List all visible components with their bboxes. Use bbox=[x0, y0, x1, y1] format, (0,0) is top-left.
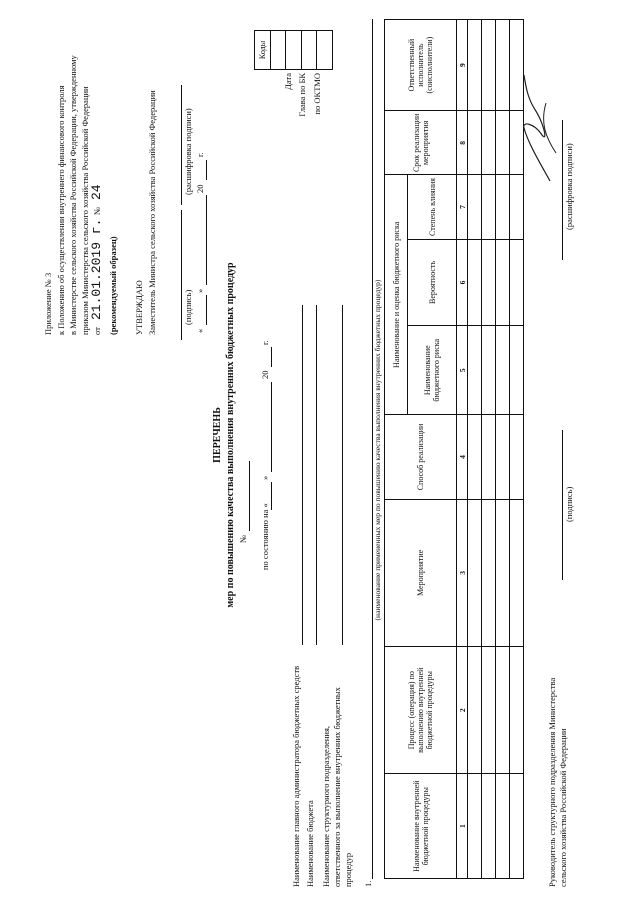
table-cell[interactable] bbox=[510, 774, 524, 879]
table-row bbox=[468, 20, 482, 879]
table-cell[interactable] bbox=[496, 415, 510, 499]
footer-head-line-2: сельского хозяйства Российской Федерации bbox=[558, 728, 568, 887]
approval-year-prefix: 20 bbox=[195, 184, 205, 193]
field-unit-label-1: Наименование структурного подразделения, bbox=[321, 726, 331, 887]
document-subtitle: мер по повышению качества выполнения внутренних бюджетных процедур bbox=[225, 262, 236, 608]
field-unit-label-2: ответственного за выполнение внутренних бюджетных bbox=[332, 687, 342, 887]
column-number: 4 bbox=[457, 415, 468, 499]
table-cell[interactable] bbox=[482, 175, 496, 239]
table-row bbox=[496, 20, 510, 879]
table-cell[interactable] bbox=[482, 326, 496, 415]
table-cell[interactable] bbox=[468, 175, 482, 239]
table-cell[interactable] bbox=[510, 175, 524, 239]
table-cell[interactable] bbox=[496, 647, 510, 774]
table-cell[interactable] bbox=[482, 20, 496, 111]
approval-quote-close: » bbox=[195, 288, 205, 293]
table-cell[interactable] bbox=[496, 499, 510, 646]
handwritten-signature-mark bbox=[520, 73, 560, 183]
code-oktmo-cell[interactable] bbox=[301, 31, 317, 70]
as-of-month-line bbox=[271, 382, 272, 472]
appendix-number: 24 bbox=[89, 184, 104, 200]
header-procedure-name: Наименование внутренней бюджетной процедуры bbox=[385, 774, 457, 879]
header-deadline: Срок реализации мероприятия bbox=[385, 111, 457, 175]
footer-decryption-caption: (расшифровка подписи) bbox=[564, 143, 574, 230]
table-row bbox=[482, 20, 496, 879]
as-of-prefix: по состоянию на « bbox=[260, 503, 270, 570]
column-number: 3 bbox=[457, 499, 468, 646]
footer-signature-line[interactable] bbox=[562, 430, 563, 580]
code-date-cell[interactable] bbox=[270, 31, 286, 70]
appendix-date: 21.01.2019 г. bbox=[89, 218, 104, 320]
table-cell[interactable] bbox=[496, 111, 510, 175]
as-of-suffix: г. bbox=[260, 340, 270, 345]
approval-position: Заместитель Министра сельского хозяйства Российской Федерации bbox=[147, 90, 157, 335]
table-cell[interactable] bbox=[468, 499, 482, 646]
table-cell[interactable] bbox=[496, 239, 510, 326]
header-method: Способ реализации bbox=[385, 415, 457, 499]
table-cell[interactable] bbox=[510, 499, 524, 646]
approval-day-line bbox=[206, 295, 207, 325]
table-caption: (наименование примененных мер по повышению качества выполнения внутренних бюджетных процедур) bbox=[373, 279, 382, 621]
approval-decryption-caption: (расшифровка подписи) bbox=[183, 108, 193, 195]
table-cell[interactable] bbox=[482, 499, 496, 646]
as-of-year: 20 bbox=[260, 370, 270, 379]
column-number: 1 bbox=[457, 774, 468, 879]
approval-decryption-line bbox=[181, 85, 182, 205]
codes-label-oktmo: по ОКТМО bbox=[312, 73, 322, 115]
header-process: Процесс (операция) по выполнению внутренней бюджетной процедуры bbox=[385, 647, 457, 774]
measures-table bbox=[384, 19, 524, 879]
header-risk-name: Наименование бюджетного риска bbox=[408, 326, 457, 415]
appendix-line-1: к Положению об осуществлении внутреннего финансового контроля bbox=[56, 85, 66, 335]
appendix-title: Приложение № 3 bbox=[43, 272, 53, 335]
field-budget-label: Наименование бюджета bbox=[305, 800, 315, 887]
header-risk-group: Наименование и оценка бюджетного риска bbox=[385, 175, 408, 415]
column-number: 8 bbox=[457, 111, 468, 175]
table-cell[interactable] bbox=[468, 20, 482, 111]
table-cell[interactable] bbox=[510, 415, 524, 499]
approval-year-line bbox=[206, 160, 207, 180]
table-cell[interactable] bbox=[496, 326, 510, 415]
table-cell[interactable] bbox=[510, 239, 524, 326]
header-measure: Мероприятие bbox=[385, 499, 457, 646]
as-of-day-line bbox=[271, 482, 272, 510]
as-of-quote-close: » bbox=[260, 475, 270, 480]
table-cell[interactable] bbox=[482, 774, 496, 879]
field-unit-label-3: процедур bbox=[343, 852, 353, 887]
column-number: 6 bbox=[457, 239, 468, 326]
approval-signature-line bbox=[181, 210, 182, 340]
recommended-sample: (рекомендуемый образец) bbox=[108, 236, 118, 335]
approval-year-suffix: г. bbox=[195, 152, 205, 157]
appendix-number-prefix: № bbox=[92, 206, 102, 215]
table-cell[interactable] bbox=[468, 774, 482, 879]
field-admin-label: Наименование главного администратора бюджетных средств bbox=[291, 665, 301, 887]
code-glava-cell[interactable] bbox=[286, 31, 302, 70]
table-cell[interactable] bbox=[468, 111, 482, 175]
table-cell[interactable] bbox=[468, 326, 482, 415]
appendix-date-prefix: от bbox=[92, 327, 102, 335]
footer-head-line-1: Руководитель структурного подразделения Министерства bbox=[547, 677, 557, 887]
table-cell[interactable] bbox=[482, 415, 496, 499]
table-cell[interactable] bbox=[468, 415, 482, 499]
appendix-line-2: в Министерстве сельского хозяйства Российской Федерации, утвержденному bbox=[68, 55, 78, 335]
table-cell[interactable] bbox=[496, 774, 510, 879]
as-of-year-line bbox=[271, 347, 272, 367]
field-unit-line[interactable] bbox=[342, 305, 343, 645]
table-cell[interactable] bbox=[496, 175, 510, 239]
approval-title: УТВЕРЖДАЮ bbox=[134, 280, 144, 335]
column-number: 2 bbox=[457, 647, 468, 774]
table-cell[interactable] bbox=[510, 647, 524, 774]
approval-quote-open: « bbox=[195, 328, 205, 333]
table-cell[interactable] bbox=[482, 111, 496, 175]
section-number: 1. bbox=[363, 880, 373, 887]
field-budget-line[interactable] bbox=[316, 305, 317, 645]
field-admin-line[interactable] bbox=[302, 305, 303, 645]
code-empty-cell[interactable] bbox=[317, 31, 333, 70]
document-title: ПЕРЕЧЕНЬ bbox=[212, 407, 223, 463]
table-cell[interactable] bbox=[468, 239, 482, 326]
footer-decryption-line[interactable] bbox=[562, 120, 563, 260]
column-number: 5 bbox=[457, 326, 468, 415]
appendix-line-3: приказом Министерства сельского хозяйства Российской Федерации bbox=[80, 86, 90, 335]
column-number: 7 bbox=[457, 175, 468, 239]
codes-label-glava: Глава по БК bbox=[297, 73, 307, 117]
table-cell[interactable] bbox=[482, 647, 496, 774]
table-cell[interactable] bbox=[510, 326, 524, 415]
table-cell[interactable] bbox=[468, 647, 482, 774]
approval-signature-caption: (подпись) bbox=[183, 289, 193, 325]
codes-table bbox=[254, 30, 333, 70]
approval-month-line bbox=[206, 195, 207, 285]
column-number: 9 bbox=[457, 20, 468, 111]
header-probability: Вероятность bbox=[408, 239, 457, 326]
document-number-line bbox=[249, 461, 250, 531]
header-influence: Степень влияния bbox=[408, 175, 457, 239]
header-responsible: Ответственный исполнитель (соисполнители) bbox=[385, 20, 457, 111]
footer-signature-caption: (подпись) bbox=[564, 486, 574, 522]
column-numbers-row bbox=[457, 20, 468, 879]
table-cell[interactable] bbox=[482, 239, 496, 326]
codes-label-date: Дата bbox=[283, 73, 293, 90]
table-cell[interactable] bbox=[496, 20, 510, 111]
codes-header: Коды bbox=[255, 31, 271, 70]
document-number-sign: № bbox=[238, 534, 248, 543]
